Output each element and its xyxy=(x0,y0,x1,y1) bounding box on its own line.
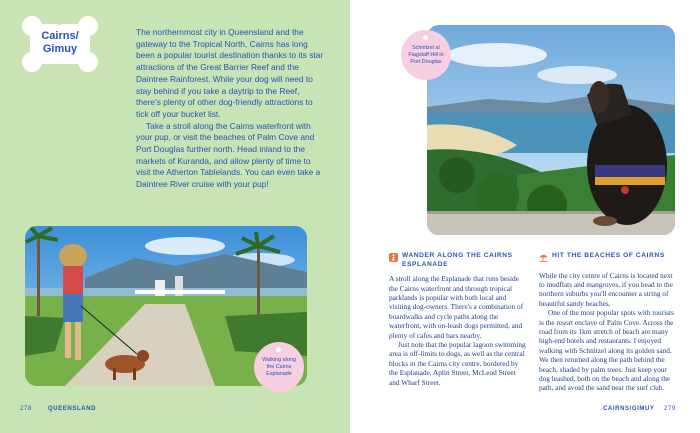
running-head-right: CAIRNS/GIMUY xyxy=(603,406,655,412)
heading-beaches: HIT THE BEACHES OF CAIRNS xyxy=(552,252,665,259)
badge-title-line2: Gimuy xyxy=(42,43,78,55)
section-esplanade xyxy=(389,252,526,387)
caption-left-text: Walking along the Cairns Esplanade xyxy=(262,356,296,377)
intro-paragraph-1: The northernmost city in Queensland and the gateway to the Tropical North, Cairns has long been a popular tourist destination thanks to its star attractions of the Great Barrier Reef and the Daintree Rainforest. While your dog will need to stay behind if you take a daytrip to the Reef, there's plenty of other dog-friendly attractions to tick off your bucket list. xyxy=(136,27,324,119)
section-body xyxy=(539,271,676,393)
intro-paragraph-2: Take a stroll along the Cairns waterfront with your pup, or visit the beaches of Palm Cove and Port Douglas further north. Head inland to the markets of Kuranda, and allow plenty of time to visit the Atherton Tablelands. You can even take a Daintree River cruise with your pup! xyxy=(136,120,321,190)
paragraph-esplanade-1: A stroll along the Esplanade that runs beside the Cairns waterfront and through tropical parklands is popular with both local and visiting dog-owners. There's a combination of boardwalks and cycle paths along the waterfront, with on-leash dogs permitted, and plenty of cafes and bars nearby. xyxy=(389,274,524,340)
section-beaches xyxy=(539,252,676,393)
flagstaff-hill-photo xyxy=(427,25,675,235)
walk-icon xyxy=(389,253,398,266)
photo-caption-left xyxy=(254,342,304,392)
photo-caption-right xyxy=(401,30,451,80)
bone-badge xyxy=(22,16,98,72)
paragraph-esplanade-2: Just note that the popular lagoon swimming area is off-limits to dogs, as well as the central blocks in the Cairns city centre, bordered by the Esplanade, Aplin Street, McLeod Street and Wharf Street. xyxy=(389,340,526,387)
beach-umbrella-icon xyxy=(539,253,548,266)
badge-title-line1: Cairns/ xyxy=(41,30,79,42)
badge-title xyxy=(28,30,92,56)
heading-esplanade: WANDER ALONG THE CAIRNS ESPLANADE xyxy=(402,252,513,268)
page-number-left: 278 xyxy=(20,406,32,412)
running-head-left: QUEENSLAND xyxy=(48,406,97,412)
badge-hole xyxy=(57,20,62,25)
section-heading xyxy=(539,252,676,266)
paragraph-beaches-2: One of the most popular spots with tourists is the resort enclave of Palm Cove. Across the road from its 1km stretch of beach are many high-end hotels and restaurants. I enjoyed walking with Schnitzel along its golden sand. We then returned along the path behind the beach, shaded by palm trees. Just keep your dog leashed, both on the beach and along the path, and avoid the sand near the surf club. xyxy=(539,308,674,393)
intro-text xyxy=(136,27,326,191)
section-heading xyxy=(389,252,526,269)
page-number-right: 279 xyxy=(664,406,676,412)
section-body xyxy=(389,274,526,387)
caption-right-text: Schnitzel at Flagstaff Hill in Port Douglas xyxy=(408,44,444,65)
paragraph-beaches-1: While the city centre of Cairns is located next to mudflats and mangroves, if you head to the northern suburbs you'll encounter a string of beautiful sandy beaches. xyxy=(539,270,673,308)
